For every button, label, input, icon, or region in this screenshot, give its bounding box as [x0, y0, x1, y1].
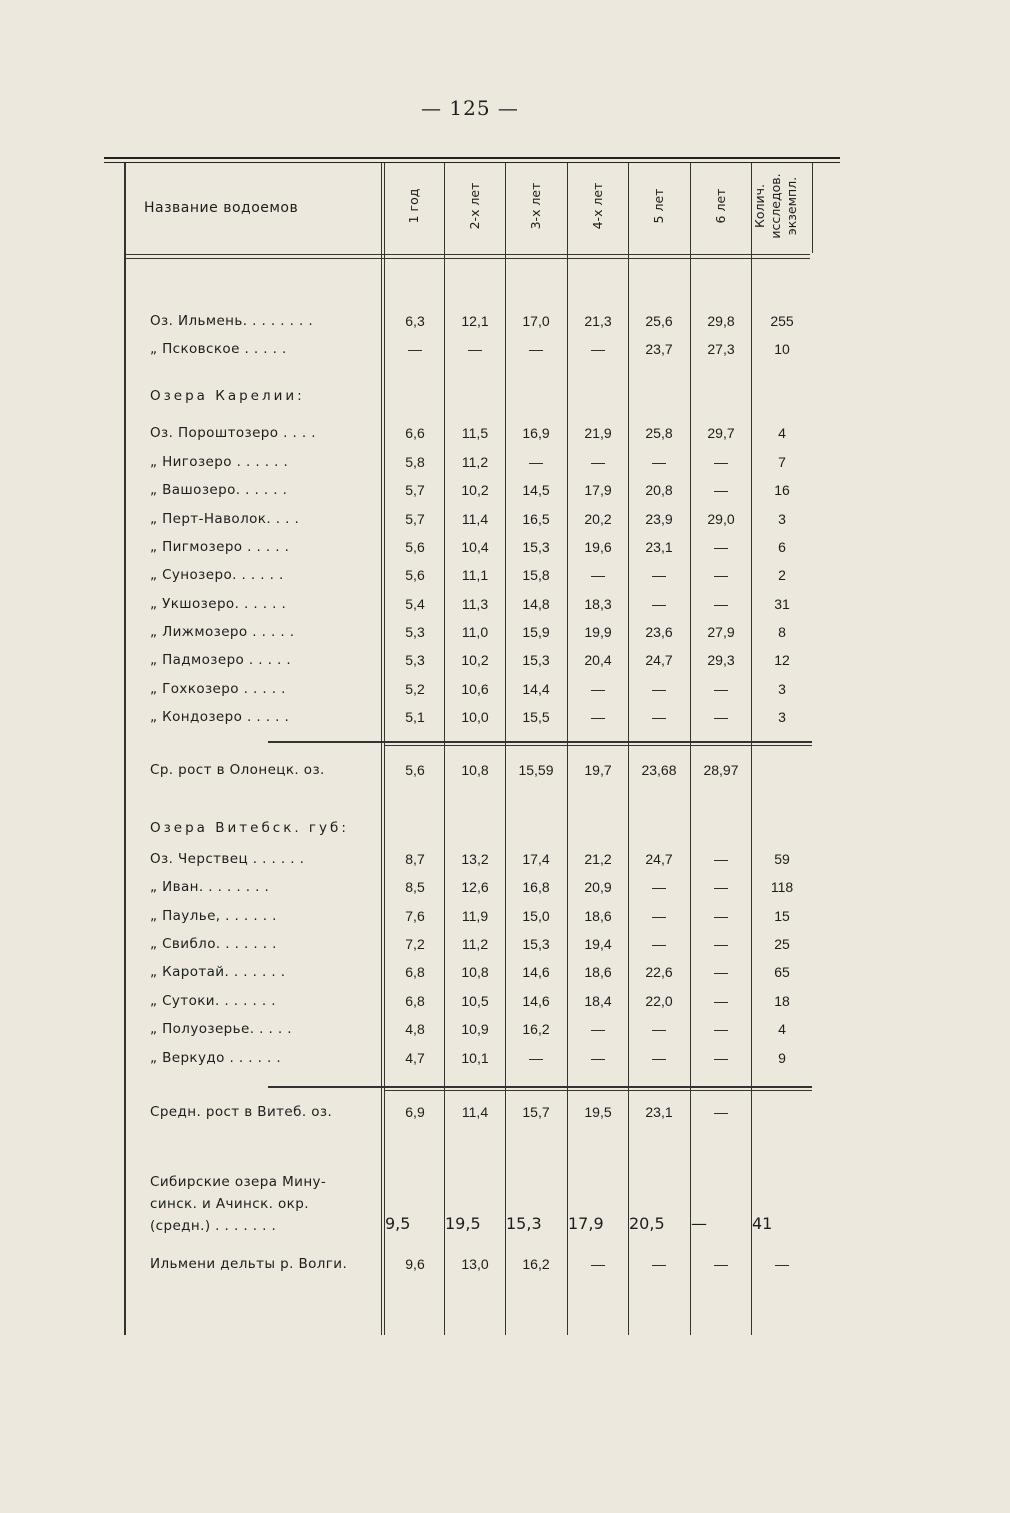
row-value: 14,5	[522, 482, 550, 498]
row-value: 5,6	[405, 539, 425, 555]
row-value: 65	[774, 964, 790, 980]
row-value: 28,97	[703, 762, 739, 778]
row-name: Оз. Пороштозеро . . . .	[150, 425, 316, 441]
row-value: 10,6	[461, 681, 489, 697]
row-value: 10,4	[461, 539, 489, 555]
row-name: Ильмени дельты р. Волги.	[150, 1256, 348, 1272]
row-value: 5,3	[405, 624, 425, 640]
row-value: 15,7	[522, 1104, 550, 1120]
row-value: —	[652, 1050, 666, 1066]
row-value: 118	[770, 879, 794, 895]
row-value: 23,9	[645, 511, 673, 527]
column-header-name: Название водоемов	[144, 200, 299, 216]
row-value: 24,7	[645, 652, 673, 668]
row-value: —	[714, 964, 728, 980]
row-value: 29,7	[707, 425, 735, 441]
row-value: 11,2	[461, 454, 489, 470]
column-header-6-years: 6 лет	[713, 188, 728, 224]
table-row	[0, 1256, 1010, 1284]
row-value: —	[714, 681, 728, 697]
row-value: 10,8	[461, 762, 489, 778]
row-value: 41	[752, 1214, 773, 1233]
row-name: Средн. рост в Витеб. оз.	[150, 1104, 333, 1120]
row-value: 16,9	[522, 425, 550, 441]
row-value: 16,2	[522, 1021, 550, 1037]
table-row	[0, 993, 1010, 1021]
row-value: 20,4	[584, 652, 612, 668]
row-value: —	[591, 709, 605, 725]
row-value: 9	[778, 1050, 786, 1066]
row-value: 18,4	[584, 993, 612, 1009]
row-value: —	[714, 993, 728, 1009]
row-value: 5,6	[405, 762, 425, 778]
row-value: 6,9	[405, 1104, 425, 1120]
row-value: 5,7	[405, 482, 425, 498]
table-row	[0, 1104, 1010, 1132]
row-value: 19,5	[445, 1214, 481, 1233]
row-value: —	[591, 341, 605, 357]
row-value: 18,6	[584, 964, 612, 980]
table-row	[0, 454, 1010, 482]
row-value: 23,6	[645, 624, 673, 640]
row-value: 16,5	[522, 511, 550, 527]
row-value: —	[591, 681, 605, 697]
row-value: 11,5	[461, 425, 489, 441]
row-value: 11,1	[461, 567, 489, 583]
row-value: 17,0	[522, 313, 550, 329]
row-value: 16	[774, 482, 790, 498]
row-value: 14,4	[522, 681, 550, 697]
column-header-count-line3: экземпл.	[784, 176, 799, 236]
row-value: 4	[778, 1021, 786, 1037]
row-value: —	[714, 908, 728, 924]
row-name: „ Падмозеро . . . . .	[150, 652, 292, 668]
row-name: „ Каротай. . . . . . .	[150, 964, 286, 980]
row-value: 11,4	[461, 1104, 489, 1120]
row-value: 10,0	[461, 709, 489, 725]
row-value: —	[652, 454, 666, 470]
row-name: „ Нигозеро . . . . . .	[150, 454, 289, 470]
column-header-5-years: 5 лет	[651, 188, 666, 224]
row-value: 9,6	[405, 1256, 425, 1272]
table-row	[0, 936, 1010, 964]
header-bottom-rule	[126, 254, 810, 255]
table-row	[0, 908, 1010, 936]
row-value: —	[652, 1021, 666, 1037]
column-header-3-years: 3-х лет	[528, 182, 543, 230]
row-value: —	[591, 454, 605, 470]
header-bottom-rule-2	[126, 258, 810, 259]
row-name: „ Гохкозеро . . . . .	[150, 681, 286, 697]
row-value: 22,0	[645, 993, 673, 1009]
row-siberia-name: Сибирские озера Мину- синск. и Ачинск. окр. (средн.) . . . . . . .	[150, 1174, 327, 1234]
row-value: 21,3	[584, 313, 612, 329]
row-value: —	[652, 908, 666, 924]
row-value: 255	[770, 313, 794, 329]
row-value: 29,8	[707, 313, 735, 329]
row-value: 8	[778, 624, 786, 640]
row-value: —	[591, 567, 605, 583]
row-value: 3	[778, 709, 786, 725]
table-right-border	[812, 163, 813, 253]
row-value: 5,6	[405, 567, 425, 583]
row-value: 7,6	[405, 908, 425, 924]
row-value: 15,3	[522, 652, 550, 668]
column-header-count-line1: Колич.	[752, 184, 767, 228]
row-value: 5,4	[405, 596, 425, 612]
row-name: „ Сутоки. . . . . . .	[150, 993, 276, 1009]
row-value: 18,3	[584, 596, 612, 612]
subtotal-rule	[268, 1086, 812, 1088]
row-value: —	[652, 596, 666, 612]
row-name: „ Лижмозеро . . . . .	[150, 624, 295, 640]
row-name: Ср. рост в Олонецк. оз.	[150, 762, 325, 778]
row-value: —	[714, 879, 728, 895]
subtotal-rule-2	[384, 745, 812, 746]
row-value: —	[652, 709, 666, 725]
row-value: 21,9	[584, 425, 612, 441]
row-value: —	[714, 1021, 728, 1037]
row-value: 29,3	[707, 652, 735, 668]
row-value: 8,7	[405, 851, 425, 867]
row-value: —	[714, 482, 728, 498]
row-value: —	[714, 454, 728, 470]
row-value: —	[775, 1256, 789, 1272]
row-value: 15,3	[522, 936, 550, 952]
row-value: 7,2	[405, 936, 425, 952]
row-value: 7	[778, 454, 786, 470]
row-name: „ Псковское . . . . .	[150, 341, 287, 357]
row-value: —	[591, 1050, 605, 1066]
row-value: —	[652, 879, 666, 895]
table-row	[0, 482, 1010, 510]
row-value: 18,6	[584, 908, 612, 924]
row-name: „ Полуозерье. . . . .	[150, 1021, 292, 1037]
row-value: 15,0	[522, 908, 550, 924]
table-row	[0, 567, 1010, 595]
row-value: —	[714, 1256, 728, 1272]
row-name: „ Кондозеро . . . . .	[150, 709, 290, 725]
row-value: —	[529, 341, 543, 357]
row-value: 14,8	[522, 596, 550, 612]
table-row	[0, 596, 1010, 624]
row-value: 23,68	[641, 762, 677, 778]
row-value: —	[652, 936, 666, 952]
row-value: —	[468, 341, 482, 357]
row-value: 5,8	[405, 454, 425, 470]
row-name: „ Пигмозеро . . . . .	[150, 539, 290, 555]
row-value: 15,8	[522, 567, 550, 583]
table-row	[0, 879, 1010, 907]
row-value: 10,8	[461, 964, 489, 980]
row-value: —	[408, 341, 422, 357]
row-value: 20,2	[584, 511, 612, 527]
row-name: „ Веркудо . . . . . .	[150, 1050, 282, 1066]
section-vitebsk: Озера Витебск. губ:	[150, 820, 349, 836]
row-value: —	[591, 1256, 605, 1272]
row-value: 23,7	[645, 341, 673, 357]
row-value: 4	[778, 425, 786, 441]
row-value: —	[691, 1214, 707, 1233]
row-value: 4,7	[405, 1050, 425, 1066]
row-value: 3	[778, 681, 786, 697]
table-row	[0, 964, 1010, 992]
row-value: 19,7	[584, 762, 612, 778]
row-value: 13,0	[461, 1256, 489, 1272]
row-name: „ Иван. . . . . . . .	[150, 879, 270, 895]
row-value: 25	[774, 936, 790, 952]
row-value: —	[591, 1021, 605, 1037]
row-value: 11,0	[461, 624, 489, 640]
row-value: 11,9	[461, 908, 489, 924]
row-value: 21,2	[584, 851, 612, 867]
row-value: 19,5	[584, 1104, 612, 1120]
row-value: 23,1	[645, 539, 673, 555]
row-value: 19,9	[584, 624, 612, 640]
row-value: —	[714, 1104, 728, 1120]
row-value: 4,8	[405, 1021, 425, 1037]
row-name: Оз. Ильмень. . . . . . . .	[150, 313, 314, 329]
row-value: 11,3	[461, 596, 489, 612]
column-header-count-line2: исследов.	[768, 173, 783, 239]
row-value: —	[529, 1050, 543, 1066]
row-value: 18	[774, 993, 790, 1009]
row-value: —	[714, 567, 728, 583]
subtotal-rule-2	[384, 1090, 812, 1091]
row-value: 5,3	[405, 652, 425, 668]
table-row	[0, 652, 1010, 680]
table-row	[0, 539, 1010, 567]
row-value: 20,9	[584, 879, 612, 895]
row-name: „ Перт-Наволок. . . .	[150, 511, 300, 527]
row-value: —	[652, 681, 666, 697]
column-header-1-year: 1 год	[406, 188, 421, 224]
row-value: 10,2	[461, 482, 489, 498]
row-value: 5,7	[405, 511, 425, 527]
row-value: 23,1	[645, 1104, 673, 1120]
row-value: 3	[778, 511, 786, 527]
column-header-2-years: 2-х лет	[467, 182, 482, 230]
row-value: 24,7	[645, 851, 673, 867]
row-value: 27,3	[707, 341, 735, 357]
row-value: 6,6	[405, 425, 425, 441]
row-value: 15,9	[522, 624, 550, 640]
table-row	[0, 624, 1010, 652]
table-row	[0, 1021, 1010, 1049]
row-value: 10,9	[461, 1021, 489, 1037]
row-value: 11,2	[461, 936, 489, 952]
row-value: 13,2	[461, 851, 489, 867]
row-value: 15	[774, 908, 790, 924]
table-row	[0, 681, 1010, 709]
table-row	[0, 511, 1010, 539]
row-value: 6,8	[405, 964, 425, 980]
table-row	[0, 851, 1010, 879]
row-value: —	[714, 709, 728, 725]
row-value: 10,2	[461, 652, 489, 668]
table-top-rule	[104, 157, 840, 159]
row-value: 19,6	[584, 539, 612, 555]
row-value: 14,6	[522, 964, 550, 980]
row-value: —	[652, 567, 666, 583]
row-value: —	[714, 851, 728, 867]
row-name: „ Свибло. . . . . . .	[150, 936, 277, 952]
row-value: 9,5	[385, 1214, 411, 1233]
subtotal-rule	[268, 741, 812, 743]
table-row	[0, 1050, 1010, 1078]
row-value: 12	[774, 652, 790, 668]
row-value: 16,2	[522, 1256, 550, 1272]
row-value: —	[714, 596, 728, 612]
row-value: 17,4	[522, 851, 550, 867]
table-row	[0, 341, 1010, 369]
row-value: 27,9	[707, 624, 735, 640]
row-value: 31	[774, 596, 790, 612]
row-value: 10	[774, 341, 790, 357]
section-karelia: Озера Карелии:	[150, 388, 305, 404]
column-header-4-years: 4-х лет	[590, 182, 605, 230]
row-value: 10,1	[461, 1050, 489, 1066]
row-value: 22,6	[645, 964, 673, 980]
row-value: 14,6	[522, 993, 550, 1009]
row-value: 25,6	[645, 313, 673, 329]
row-value: 15,59	[518, 762, 554, 778]
row-name: „ Паулье, . . . . . .	[150, 908, 277, 924]
row-value: 6,8	[405, 993, 425, 1009]
row-value: —	[714, 936, 728, 952]
row-value: —	[652, 1256, 666, 1272]
row-value: 29,0	[707, 511, 735, 527]
row-value: 15,3	[522, 539, 550, 555]
row-value: 17,9	[584, 482, 612, 498]
row-value: 20,8	[645, 482, 673, 498]
row-name: „ Сунозеро. . . . . .	[150, 567, 284, 583]
row-value: 6	[778, 539, 786, 555]
row-name: „ Укшозеро. . . . . .	[150, 596, 287, 612]
row-value: 17,9	[568, 1214, 604, 1233]
table-row	[0, 425, 1010, 453]
table-row	[0, 762, 1010, 790]
row-value: 12,6	[461, 879, 489, 895]
row-value: 15,3	[506, 1214, 542, 1233]
row-value: —	[714, 539, 728, 555]
row-value: 6,3	[405, 313, 425, 329]
row-name: „ Вашозеро. . . . . .	[150, 482, 288, 498]
row-value: 11,4	[461, 511, 489, 527]
row-value: 12,1	[461, 313, 489, 329]
row-value: 19,4	[584, 936, 612, 952]
row-value: 8,5	[405, 879, 425, 895]
row-name: Оз. Черствец . . . . . .	[150, 851, 305, 867]
row-value: 10,5	[461, 993, 489, 1009]
row-value: —	[529, 454, 543, 470]
row-value: 25,8	[645, 425, 673, 441]
row-value: 5,1	[405, 709, 425, 725]
page-number: — 125 —	[421, 96, 519, 120]
row-value: 16,8	[522, 879, 550, 895]
row-value: 5,2	[405, 681, 425, 697]
row-value: 15,5	[522, 709, 550, 725]
row-value: 2	[778, 567, 786, 583]
row-value: —	[714, 1050, 728, 1066]
row-value: 59	[774, 851, 790, 867]
table-row	[0, 709, 1010, 737]
row-value: 20,5	[629, 1214, 665, 1233]
table-row	[0, 313, 1010, 341]
